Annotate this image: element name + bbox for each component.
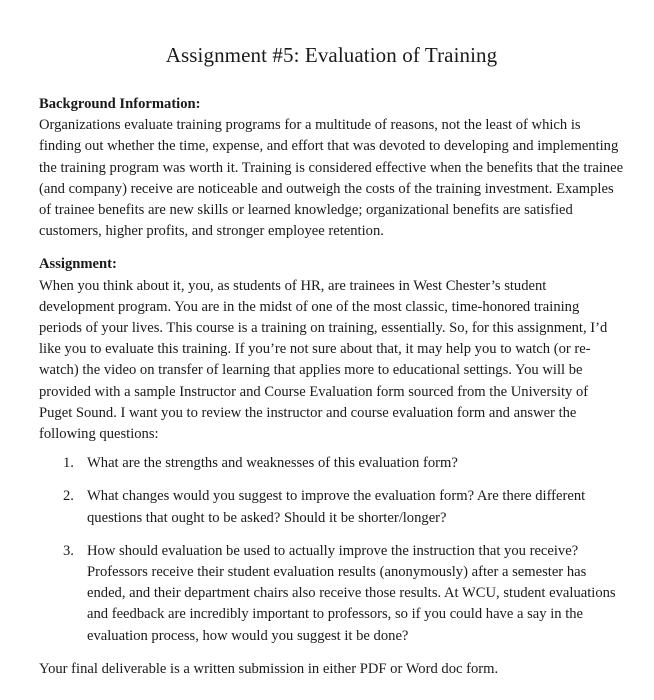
assignment-body: When you think about it, you, as students of HR, are trainees in West Chester’s student development program. You are in the midst of one of the most classic, time-honored training periods of your lives. This course is a training on training, essentially. So, for this assignment, I’d like you to evaluate this training. If you’re not sure about that, it may help you to watch (or re-watch) the video on transfer of learning that applies more to educational settings. You will be provided with a sample Instructor and Course Evaluation form sourced from the University of Puget Sound. I want you to review the instructor and course evaluation form and answer the following questions: — [39, 277, 608, 443]
question-text: What changes would you suggest to improve the evaluation form? Are there different questions that ought to be asked? Should it be shorter/longer? — [87, 488, 586, 526]
background-heading: Background Information: — [39, 96, 201, 112]
assignment-heading: Assignment: — [39, 256, 117, 273]
list-item — [39, 541, 624, 647]
question-list — [39, 453, 624, 647]
final-deliverable-note: Your final deliverable is a written submission in either PDF or Word doc form. — [39, 660, 499, 677]
page-title: Assignment #5: Evaluation of Training — [165, 43, 498, 67]
question-number: 2. — [63, 488, 74, 505]
list-item — [39, 486, 624, 528]
question-number: 1. — [63, 455, 74, 472]
background-body: Organizations evaluate training programs for a multitude of reasons, not the least of which is finding out whether the time, expense, and effort that was devoted to developing and implementing the training program was worth it. Training is considered effective when the benefits that the trainee (and company) receive are noticeable and outweigh the costs of the training investment. Examples of trainee benefits are new skills or learned knowledge; organizational benefits are satisfied customers, higher profits, and stronger employee retention. — [39, 117, 624, 240]
list-item — [39, 453, 624, 474]
question-text: How should evaluation be used to actually improve the instruction that you receive? Professors receive their student evaluation results (anonymously) after a semester has ended, and their department chairs also receive those results. At WCU, student evaluations and feedback are incredibly important to professors, so if you could have a say in the evaluation process, how would you suggest it be done? — [87, 542, 616, 644]
question-text: What are the strengths and weaknesses of this evaluation form? — [87, 455, 458, 472]
background-section — [39, 94, 624, 242]
question-number: 3. — [63, 542, 74, 559]
assignment-section — [39, 254, 624, 646]
